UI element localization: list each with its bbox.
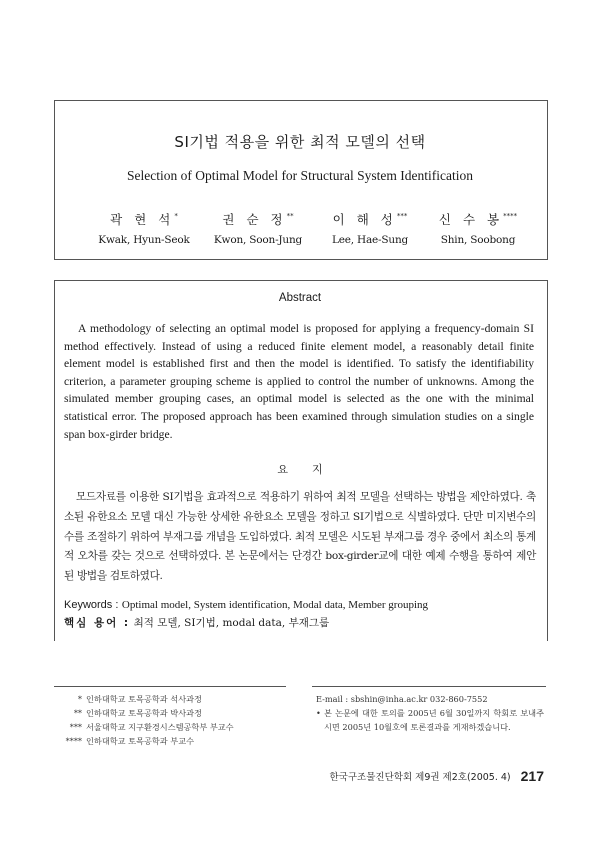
abstract-text bbox=[64, 320, 534, 443]
keywords-ko-line bbox=[64, 616, 544, 630]
footnote-mark: ** bbox=[73, 708, 82, 718]
page-footer bbox=[330, 768, 544, 784]
keywords-ko-value: 최적 모델, SI기법, modal data, 부재그룹 bbox=[133, 617, 330, 629]
contact-email: E-mail : sbshin@inha.ac.kr 032-860-7552 bbox=[316, 694, 488, 704]
discussion-note bbox=[316, 706, 544, 734]
footnote-mark: **** bbox=[65, 736, 82, 746]
author-3 bbox=[310, 208, 430, 247]
author-name-ko: 권 순 정 bbox=[222, 212, 287, 227]
author-name-en: Kwon, Soon-Jung bbox=[213, 234, 303, 246]
affiliation-footnotes bbox=[54, 692, 294, 748]
korean-abstract-heading: 요지 bbox=[277, 463, 347, 476]
footnote-item bbox=[54, 720, 294, 734]
author-mark: **** bbox=[503, 212, 518, 220]
footnote-divider-left bbox=[54, 686, 286, 687]
journal-info: 한국구조물진단학회 제9권 제2호(2005. 4) bbox=[329, 772, 511, 783]
author-mark: * bbox=[174, 212, 178, 220]
footnote-item bbox=[54, 692, 294, 706]
footnote-divider-right bbox=[312, 686, 546, 687]
footnote-mark: * bbox=[77, 694, 82, 704]
footnote-item bbox=[54, 734, 294, 748]
footnote-item bbox=[54, 706, 294, 720]
author-4 bbox=[418, 208, 538, 247]
keywords-value: Optimal model, System identification, Modal data, Member grouping bbox=[121, 599, 429, 611]
author-name-en: Kwak, Hyun-Seok bbox=[98, 234, 190, 246]
author-mark: *** bbox=[396, 212, 408, 220]
author-1 bbox=[84, 208, 204, 247]
title-english: Selection of Optimal Model for Structural System Identification bbox=[126, 168, 474, 183]
author-mark: ** bbox=[286, 212, 294, 220]
bullet-icon: • bbox=[316, 708, 321, 718]
footnote-text: 인하대학교 토목공학과 박사과정 bbox=[86, 708, 202, 718]
keywords-ko-label: 핵심 용어 : bbox=[64, 617, 131, 629]
author-2 bbox=[198, 208, 318, 247]
contact-footnotes bbox=[316, 692, 544, 734]
title-korean: SI기법 적용을 위한 최적 모델의 선택 bbox=[174, 133, 426, 151]
korean-abstract-text bbox=[64, 488, 536, 587]
keywords-line bbox=[64, 598, 544, 612]
footnote-text: 인하대학교 토목공학과 석사과정 bbox=[86, 694, 202, 704]
korean-abstract-paragraph: 모드자료를 이용한 SI기법을 효과적으로 적용하기 위하여 최적 모델을 선택하는 방법을 제안하였다. 축소된 유한요소 모델 대신 가능한 상세한 유한요소 모델을 정하고 SI기법으로 식별하였다. 단만 미지변수의 수를 조절하기 위하여 부재그룹 개념을 도입하였다. 최적 모델은 시도된 부재그룹 경우 중에서 최소의 통계적 오차를 갖는 것으로 선택하였다. 본 논문에서는 단경간 box-girder교에 대한 예제 수행을 통하여 제안된 방법을 검토하였다. bbox=[64, 491, 536, 583]
page-number: 217 bbox=[520, 768, 544, 784]
author-name-ko: 신 수 봉 bbox=[438, 212, 504, 227]
discussion-note-text: 본 논문에 대한 토의를 2005년 6월 30일까지 학회로 보내주시면 2005년 10월호에 토론결과를 게재하겠습니다. bbox=[324, 708, 544, 732]
author-name-en: Lee, Hae-Sung bbox=[331, 234, 409, 246]
keywords-label: Keywords : bbox=[64, 599, 119, 611]
abstract-heading: Abstract bbox=[278, 292, 322, 304]
abstract-paragraph: A methodology of selecting an optimal model is proposed for applying a frequency-domain SI method effectively. Instead of using a reduced finite element model, a reasonably detail finite element model is established first and then the model is identified. To satisfy the identifiability criterion, a parameter grouping scheme is applied to control the number of unknowns. Among the simulated member grouping cases, an optimal model is selected as the one with the minimal statistical error. The proposed approach has been examined through simulation studies on a single span box-girder bridge. bbox=[64, 322, 534, 441]
footnote-text: 인하대학교 토목공학과 부교수 bbox=[86, 736, 195, 746]
footnote-text: 서울대학교 지구환경시스템공학부 부교수 bbox=[86, 722, 234, 732]
author-name-en: Shin, Soobong bbox=[440, 234, 516, 246]
author-name-ko: 곽 현 석 bbox=[110, 212, 175, 227]
footnote-mark: *** bbox=[69, 722, 82, 732]
author-name-ko: 이 해 성 bbox=[332, 212, 397, 227]
